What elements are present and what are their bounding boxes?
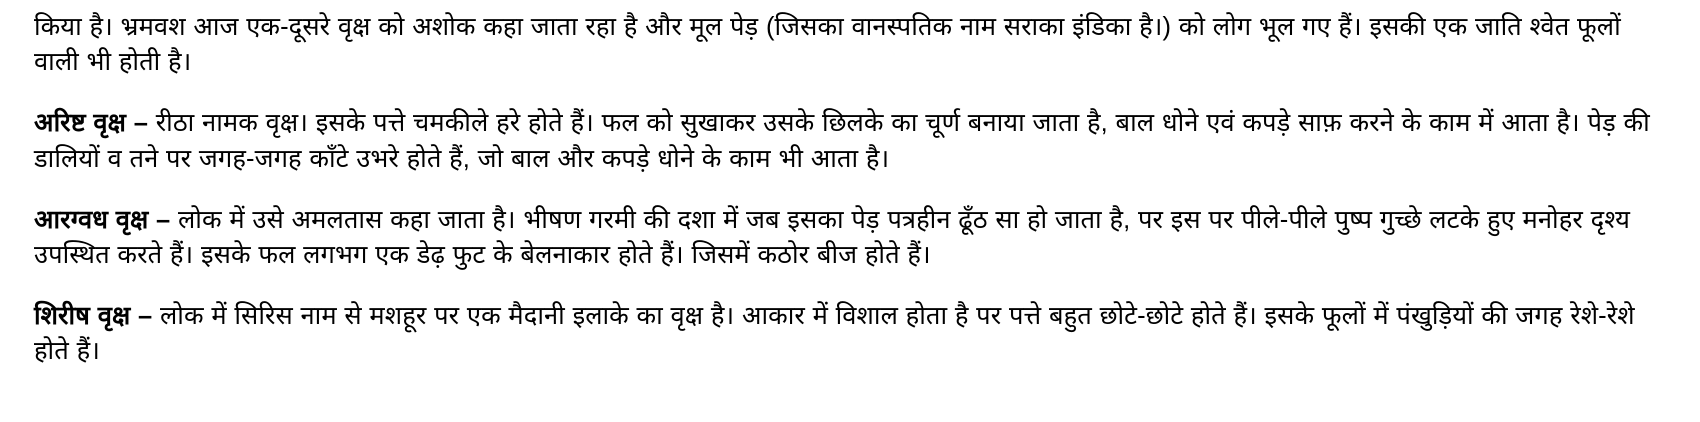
paragraph-lead: शिरीष वृक्ष – [34, 302, 161, 331]
paragraph-text: लोक में सिरिस नाम से मशहूर पर एक मैदानी इलाके का वृक्ष है। आकार में विशाल होता है पर पत्ते बहुत छोटे-छोटे होते हैं। इसके फूलों में पंखुड़ियों की जगह रेशे-रेशे होते हैं। [34, 302, 1635, 366]
paragraph [34, 106, 1666, 176]
paragraph-lead: आरग्वध वृक्ष – [34, 205, 179, 234]
paragraph-text: लोक में उसे अमलतास कहा जाता है। भीषण गरमी की दशा में जब इसका पेड़ पत्रहीन ढूँठ सा हो जाता है, पर इस पर पीले-पीले पुष्प गुच्छे लटके हुए मनोहर दृश्य उपस्थित करते हैं। इसके फल लगभग एक डेढ़ फुट के बेलनाकार होते हैं। जिसमें कठोर बीज होते हैं। [34, 205, 1631, 269]
paragraph-lead: अरिष्ट वृक्ष – [34, 109, 156, 138]
paragraph [34, 299, 1666, 369]
paragraph [34, 10, 1666, 80]
paragraph-text: किया है। भ्रमवश आज एक-दूसरे वृक्ष को अशोक कहा जाता रहा है और मूल पेड़ (जिसका वानस्पतिक नाम सराका इंडिका है।) को लोग भूल गए हैं। इसकी एक जाति श्वेत फूलों वाली भी होती है। [34, 13, 1621, 77]
paragraph-text: रीठा नामक वृक्ष। इसके पत्ते चमकीले हरे होते हैं। फल को सुखाकर उसके छिलके का चूर्ण बनाया जाता है, बाल धोने एवं कपड़े साफ़ करने के काम में आता है। पेड़ की डालियों व तने पर जगह-जगह काँटे उभरे होते हैं, जो बाल और कपड़े धोने के काम भी आता है। [34, 109, 1650, 173]
paragraph [34, 203, 1666, 273]
